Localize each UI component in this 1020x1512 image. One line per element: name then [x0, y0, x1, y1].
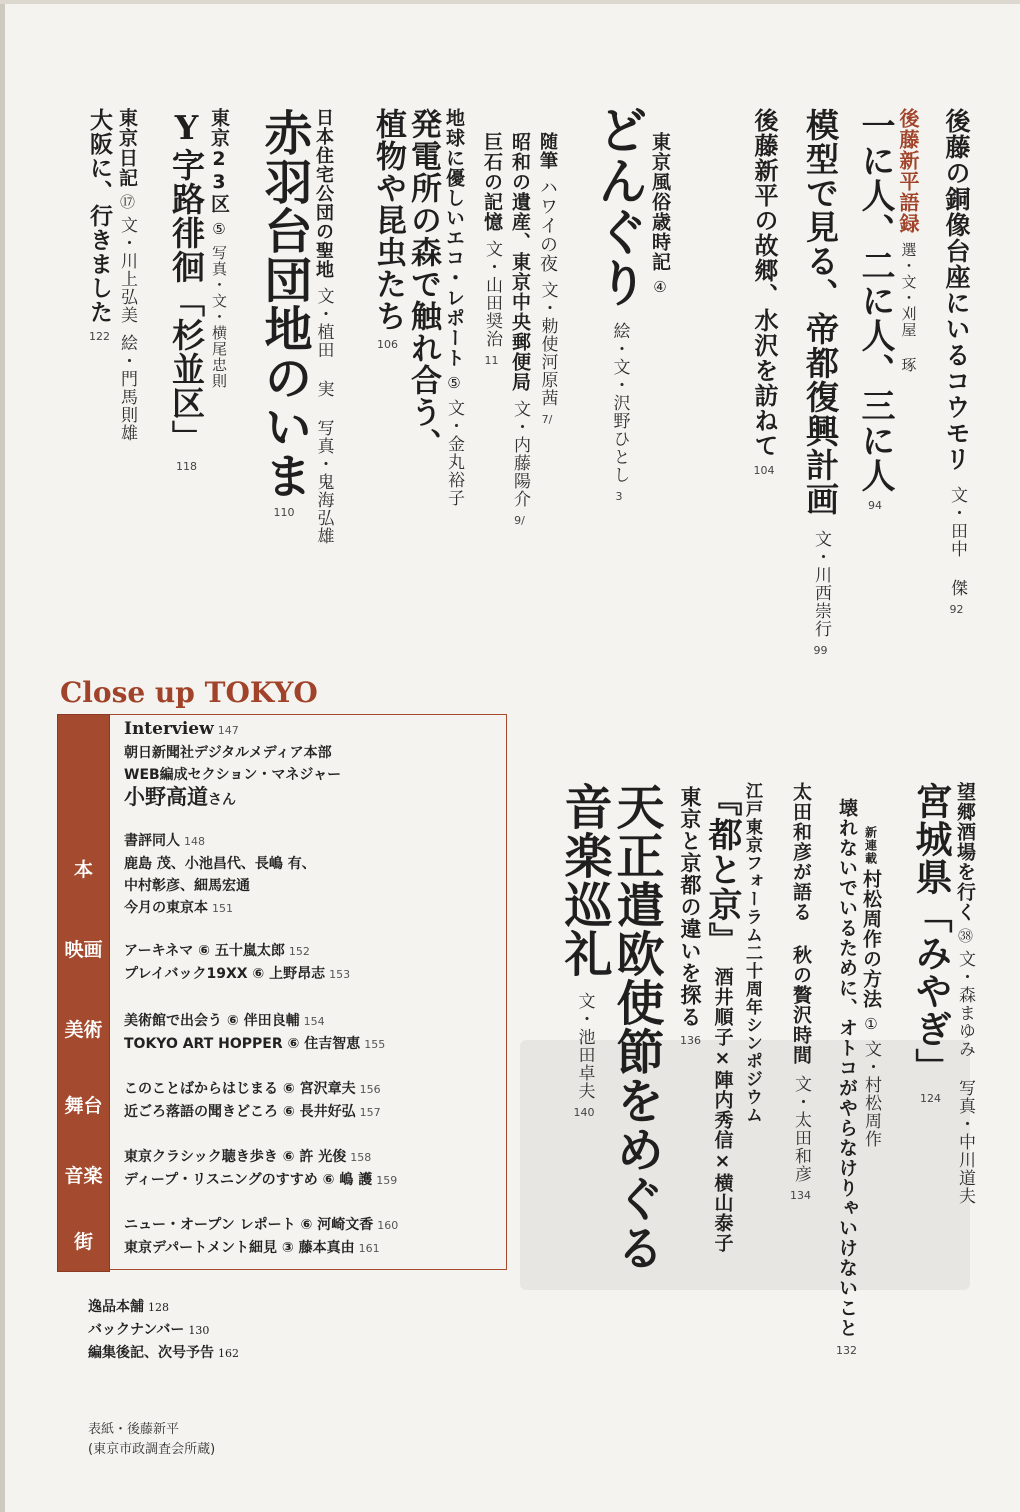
category-stage[interactable]: 舞台	[64, 1095, 103, 1117]
stage-list	[124, 1078, 381, 1124]
series-number: ㊳	[956, 928, 974, 944]
article-title-line1: 発電所の森で触れ合う、	[405, 108, 441, 460]
page-number: 136	[680, 1034, 701, 1047]
interview-role: WEB編成セクション・マネジャー	[124, 767, 342, 783]
article-muramatsu[interactable]	[836, 798, 882, 1357]
list-item[interactable]: 東京クラシック聴き歩き ⑥ 許 光俊 158	[124, 1149, 372, 1165]
article-miyagi[interactable]	[909, 782, 976, 1205]
interview-label: Interview	[124, 719, 214, 739]
page-number: 94	[868, 499, 882, 512]
series-label: 東京23区	[208, 108, 230, 214]
article-title: 一に人、二に人、三に人	[855, 108, 895, 493]
page-number: 118	[176, 460, 197, 473]
list-item[interactable]: 今月の東京本 151	[124, 900, 233, 916]
article-credit: 文・森まゆみ 写真・中川道夫	[955, 950, 975, 1205]
misc-list	[88, 1296, 239, 1365]
article-yjiro[interactable]	[167, 108, 230, 473]
article-title: 赤羽台団地のいま	[256, 108, 312, 500]
series-label: 地球に優しいエコ・レポート	[443, 108, 465, 368]
article-title: どんぐり	[590, 104, 649, 308]
article-credit: 写真・文・横尾忠則	[210, 245, 228, 389]
article-title: 『都と京』	[702, 782, 742, 957]
article-credit: 文・池田卓夫	[574, 992, 595, 1100]
list-item[interactable]: ニュー・オープン レポート ⑥ 河崎文香 160	[124, 1217, 399, 1233]
article-illustrator: 絵・門馬則雄	[117, 334, 137, 442]
article-subtitle: 東京と京都の違いを探る	[678, 786, 703, 1028]
series-number: ⑰	[118, 194, 136, 210]
interview-suffix: さん	[208, 792, 236, 808]
cover-note: 表紙・後藤新平	[88, 1422, 180, 1437]
page-number: 104	[753, 464, 775, 477]
article-title: 宮城県「みやぎ」	[909, 782, 953, 1086]
series-number: ⑤	[210, 220, 228, 239]
page-number: 124	[920, 1092, 941, 1105]
new-series-label: 新連載	[863, 826, 878, 865]
page-number: 7/	[541, 413, 553, 426]
list-item[interactable]: プレイバック19XX ⑥ 上野昂志 153	[124, 966, 351, 982]
list-item[interactable]: 逸品本舗 128	[88, 1299, 169, 1315]
article-credit: 文・勅使河原茜	[537, 281, 558, 407]
page-number: 106	[377, 338, 398, 351]
article-guests: 酒井順子×陣内秀信×横山泰子	[711, 967, 734, 1253]
list-item[interactable]: 書評同人 148	[124, 833, 205, 849]
page-number: 122	[89, 330, 110, 343]
series-label: 東京風俗歳時記	[649, 132, 671, 272]
series-number: ④	[651, 278, 669, 297]
article-title: ハワイの夜	[537, 178, 558, 273]
article-credit: 文・植田 実 写真・鬼海弘雄	[313, 287, 334, 545]
list-item: 中村彰彦、細馬宏通	[124, 878, 250, 894]
series-label: 村松周作の方法	[860, 869, 882, 1009]
article-dongri[interactable]	[590, 104, 671, 503]
article-credit: 文・村松周作	[861, 1040, 881, 1148]
list-item[interactable]: 近ごろ落語の聞きどころ ⑥ 長井好弘 157	[124, 1104, 381, 1120]
article-ota[interactable]	[790, 782, 811, 1202]
cover-credit	[88, 1420, 215, 1460]
category-art[interactable]: 美術	[64, 1019, 103, 1041]
article-title-line1: 天正遣欧使節をめぐる	[608, 782, 664, 1272]
article-title: 昭和の遺産、東京中央郵便局	[509, 132, 531, 392]
article-title-line2: 植物や昆虫たち	[370, 108, 406, 332]
series-number: ⑤	[445, 374, 463, 393]
page-number: 99	[813, 644, 828, 657]
page-number: 3	[615, 490, 623, 503]
article-credit: 文・金丸裕子	[444, 399, 464, 507]
category-sidebar	[57, 714, 110, 1272]
article-credit: 文・山田奨治	[482, 240, 502, 348]
article-megalith[interactable]	[482, 132, 501, 367]
article-bat[interactable]	[944, 108, 969, 616]
cover-source: (東京市政調査会所蔵)	[88, 1442, 216, 1457]
list-item[interactable]: 美術館で出会う ⑥ 伴田良輔 154	[124, 1013, 325, 1029]
page-number: 110	[273, 506, 295, 519]
books-list	[124, 830, 316, 920]
series-label: 望郷酒場を行く	[954, 782, 976, 922]
article-credit: 文・川西崇行	[811, 530, 831, 638]
page-number: 134	[790, 1189, 811, 1202]
list-item[interactable]: ディープ・リスニングのすすめ ⑥ 嶋 護 159	[124, 1172, 398, 1188]
article-title: 後藤の銅像台座にいるコウモリ	[942, 108, 971, 472]
music-list	[124, 1146, 397, 1192]
list-item[interactable]: このことばからはじまる ⑥ 宮沢章夫 156	[124, 1081, 381, 1097]
series-label: 東京日記	[116, 108, 138, 188]
category-music[interactable]: 音楽	[64, 1165, 103, 1187]
list-item[interactable]: TOKYO ART HOPPER ⑥ 住吉智恵 155	[124, 1036, 386, 1052]
article-eco-report[interactable]	[372, 108, 463, 507]
list-item[interactable]: バックナンバー 130	[88, 1322, 210, 1338]
series-label: 江戸東京フォーラム二十周年シンポジウム	[742, 782, 762, 1124]
article-model-plan[interactable]	[801, 108, 840, 657]
category-books[interactable]: 本	[73, 859, 93, 881]
article-hawaii[interactable]	[538, 132, 556, 426]
article-mizusawa[interactable]	[750, 108, 779, 477]
page-number: 147	[217, 724, 239, 737]
article-title: 模型で見る、帝都復興計画	[801, 108, 840, 516]
list-item[interactable]: 東京デパートメント細見 ③ 藤本真由 161	[124, 1240, 380, 1256]
list-item[interactable]: アーキネマ ⑥ 五十嵐太郎 152	[124, 943, 310, 959]
article-akabanedai[interactable]	[256, 108, 334, 545]
interview-name: 小野高道	[124, 784, 208, 809]
article-credit: 選・文・刈屋 琢	[899, 242, 918, 373]
art-list	[124, 1010, 385, 1056]
section-heading: Close up TOKYO	[60, 676, 318, 709]
article-credit: 文・田中 傑	[947, 486, 967, 597]
page-edge-top	[0, 0, 1020, 4]
article-post-office[interactable]	[510, 132, 529, 527]
page-number: 9/	[514, 514, 525, 527]
article-goroku[interactable]	[855, 108, 920, 512]
article-title: 巨石の記憶	[481, 132, 503, 232]
page-number: 92	[949, 603, 964, 616]
page-edge	[0, 0, 5, 1512]
page-number: 140	[573, 1106, 595, 1119]
article-forum[interactable]	[680, 782, 760, 1253]
category-town[interactable]: 街	[73, 1231, 93, 1253]
article-title: 壊れないでいるために、オトコがやらなけりゃいけないこと	[836, 798, 858, 1338]
article-tokyo-diary[interactable]	[88, 108, 136, 442]
town-list	[124, 1214, 398, 1260]
interview-block[interactable]	[124, 718, 341, 811]
list-item: 鹿島 茂、小池昌代、長嶋 有、	[124, 856, 316, 872]
series-label: 随筆	[537, 132, 558, 170]
page-number: 11	[484, 354, 499, 367]
list-item[interactable]: 編集後記、次号予告 162	[88, 1345, 239, 1361]
article-title: 太田和彦が語る 秋の贅沢時間	[790, 782, 812, 1065]
page-number: 132	[836, 1344, 857, 1357]
article-credit: 文・内藤陽介	[510, 400, 530, 508]
article-title-line2: 音楽巡礼	[556, 782, 612, 978]
article-credit: 文・太田和彦	[791, 1075, 811, 1183]
series-label: 後藤新平語録	[896, 108, 920, 234]
film-list	[124, 940, 350, 986]
article-title: 大阪に、行きました	[86, 108, 113, 324]
series-label: 日本住宅公団の聖地	[313, 108, 334, 279]
series-number: ①	[862, 1015, 880, 1034]
article-tensho[interactable]	[556, 782, 664, 1272]
article-title: 後藤新平の故郷、水沢を訪ねて	[750, 108, 779, 458]
interview-org: 朝日新聞社デジタルメディア本部	[124, 745, 332, 761]
article-title: Y字路徘徊「杉並区」	[167, 108, 206, 454]
category-film[interactable]: 映画	[64, 939, 103, 961]
article-credit: 絵・文・沢野ひとし	[609, 322, 630, 484]
article-credit: 文・川上弘美	[117, 216, 137, 324]
